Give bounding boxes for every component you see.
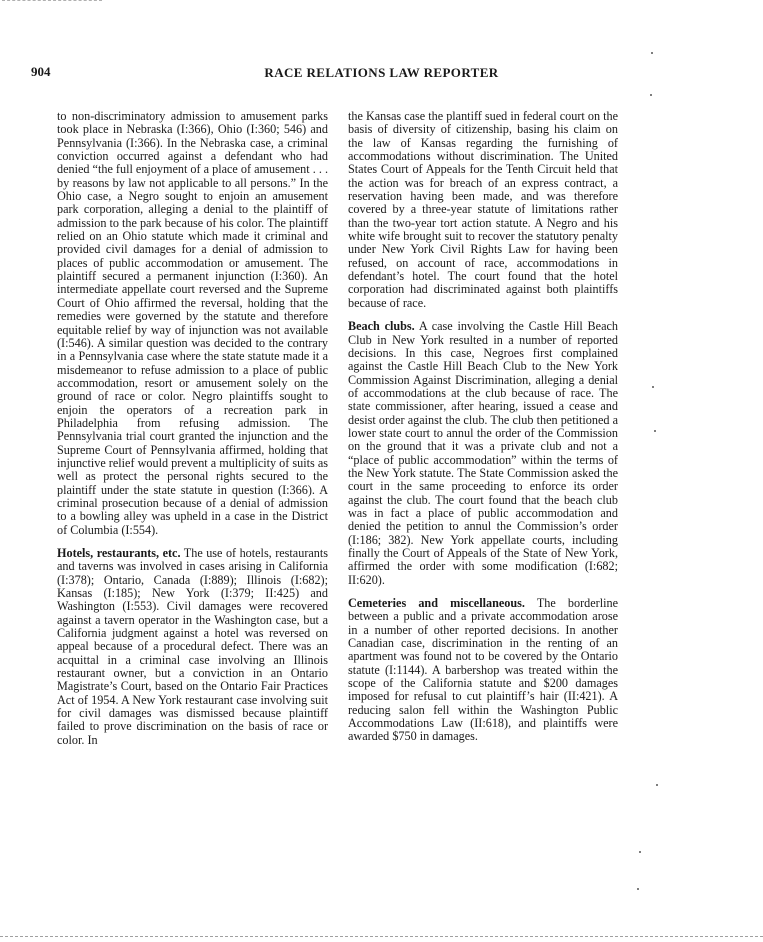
scan-speck bbox=[637, 888, 639, 890]
left-column bbox=[57, 110, 328, 747]
kansas-continuation bbox=[348, 110, 618, 310]
scan-speck bbox=[650, 94, 652, 96]
amusement-parks-section bbox=[57, 110, 328, 537]
section-heading: Cemeteries and miscellaneous. bbox=[348, 596, 525, 611]
scan-speck bbox=[639, 851, 641, 853]
scan-edge-marks bbox=[2, 0, 102, 5]
scan-speck bbox=[651, 52, 653, 54]
scan-speck bbox=[656, 784, 658, 786]
section-text: A case involving the Castle Hill Beach Club in New York resulted in a number of reported decisions. In this case, Negroes first complained against the Castle Hill Beach Club to the New York Commission Against Discrimination, alleging a denial of accommodations at the club because of race. The state commissioner, after hearing, issued a cease and desist order against the club. The club then petitioned a lower state court to annul the order of the Commission on the ground that it was a private club and not a “place of public accommodation” within the terms of the New York statute. The State Commission asked the court in the same proceeding to enforce its order against the club. The court found that the beach club was in fact a place of public accommodation and denied the petition to annul the Commission’s order (I:186; 382). New York appellate courts, including finally the Court of Appeals of the State of New York, affirmed the order with some modification (I:682; II:620). bbox=[348, 319, 618, 587]
page-number: 904 bbox=[31, 64, 51, 79]
scan-speck bbox=[654, 430, 656, 432]
paragraph bbox=[348, 320, 618, 587]
section-text: The use of hotels, restaurants and taverns was involved in cases arising in California (I:378); Ontario, Canada (I:889); Illinois (I:682); Kansas (I:185); New York (I:379; II:425) and Washington (I:553). Civil damages were recovered against a tavern operator in the Washington case, but a California judgment against a hotel was reversed on appeal because of a procedural defect. There was an acquittal in a criminal case involving an Illinois restaurant owner, but a conviction in an Ontario Magistrate’s Court, based on the Ontario Fair Practices Act of 1954. A New York restaurant case involving suit for civil damages was dismissed because plaintiff failed to prove discrimination on the basis of race or color. In bbox=[57, 546, 329, 747]
paragraph bbox=[57, 547, 328, 747]
beach-clubs-section bbox=[348, 320, 618, 587]
section-heading: Hotels, restaurants, etc. bbox=[57, 546, 181, 560]
hotels-section bbox=[57, 547, 328, 747]
running-head: RACE RELATIONS LAW REPORTER bbox=[264, 65, 499, 80]
paragraph: the Kansas case the plantiff sued in federal court on the basis of diversity of citizenship, basing his claim on the law of Kansas regarding the furnishing of accommodations without discrimination. The United States Court of Appeals for the Tenth Circuit held that the action was for breach of an express contract, a reservation having been made, and was therefore covered by a three-year statute of limitations rather than the two-year tort action statute. A Negro and his white wife brought suit to recover the statutory penalty under New York Civil Rights Law for having been refused, on account of race, accommodations in defendant’s hotel. The court found that the hotel corporation had discriminated against both plaintiffs because of race. bbox=[348, 109, 618, 310]
section-heading: Beach clubs. bbox=[348, 319, 415, 334]
section-text: The borderline between a public and a private accommodation arose in a number of other reported decisions. In another Canadian case, discrimination in the renting of an apartment was found not to be covered by the Ontario statute (I:1144). A barbershop was treated within the scope of the California statute and $200 damages imposed for refusal to cut plaintiff’s hair (II:421). A reducing salon fell within the Washington Public Accommodations Law (II:618), and plaintiffs were awarded $750 in damages. bbox=[348, 596, 619, 744]
paragraph: to non-discriminatory admission to amusement parks took place in Nebraska (I:366), Ohio (I:360; 546) and Pennsylvania (I:366). In the Nebraska case, a criminal conviction occurred against a defendant who had denied “the full enjoyment of a place of amusement . . . by reasons by law not applicable to all persons.” In the Ohio case, a Negro sought to enjoin an amusement park corporation, alleging a denial to the plaintiff of admission to the park because of his color. The plaintiff relied on an Ohio statute which made it criminal and provided civil damages for a denial of admission to places of public accommodation or amusement. The plaintiff secured a permanent injunction (I:360). An intermediate appellate court reversed and the Supreme Court of Ohio affirmed the reversal, holding that the remedies were governed by the statute and therefore equitable relief by way of injunction was not available (I:546). A similar question was decided to the contrary in a Pennsylvania case where the state statute made it a misdemeanor to refuse admission to a place of public accommodation, resort or amusement solely on the ground of race or color. Negro plaintiffs sought to enjoin the operators of a recreation park in Philadelphia from refusing admission. The Pennsylvania trial court granted the injunction and the Supreme Court of Pennsylvania affirmed, holding that injunctive relief would prevent a multiplicity of suits as well as protect the personal rights secured to the plaintiff under the state statute in question (I:366). A criminal prosecution because of a denial of admission to a bowling alley was upheld in a case in the District of Columbia (I:554). bbox=[57, 109, 328, 537]
right-column bbox=[348, 110, 618, 744]
paragraph bbox=[348, 597, 618, 744]
scan-bottom-edge bbox=[0, 936, 763, 938]
scan-speck bbox=[652, 386, 654, 388]
cemeteries-section bbox=[348, 597, 618, 744]
